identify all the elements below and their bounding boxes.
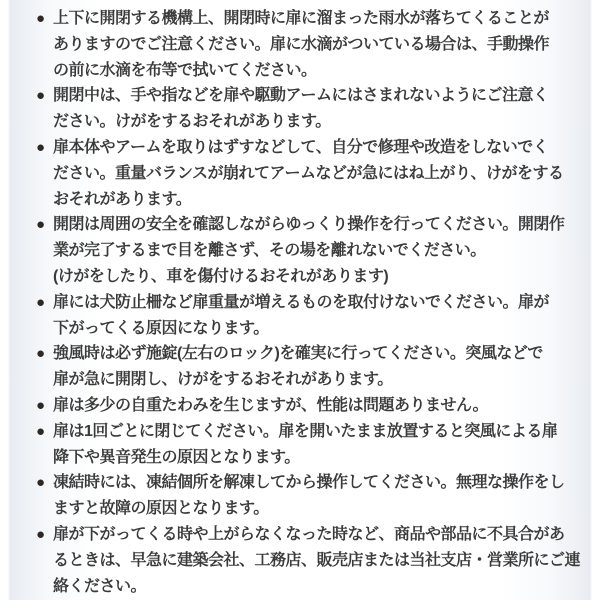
notice-text <box>53 470 586 522</box>
notice-line: 扉には犬防止柵など扉重量が増えるものを取付けないでください。扉が <box>53 293 550 311</box>
notice-text <box>53 419 586 471</box>
notice-line: 開閉中は、手や指などを扉や駆動アームにはさまれないようにご注意く <box>53 87 549 105</box>
bullet-icon: ● <box>36 10 46 27</box>
notice-text <box>53 522 586 599</box>
notice-line: 業が完了するまで目を離さず、その場を離れないでください。 <box>53 242 486 260</box>
notice-line: ださい。重量バランスが崩れてアームなどが急にはね上がり、けがをする <box>53 164 564 182</box>
notice-line: おそれがあります。 <box>53 190 192 208</box>
notice-item <box>36 470 586 522</box>
notice-line: (けがをしたり、車を傷付けるおそれがあります) <box>53 267 389 285</box>
notice-item <box>36 341 586 393</box>
notice-line: 開閉は周囲の安全を確認しながらゆっくり操作を行ってください。開閉作 <box>53 216 565 234</box>
bullet-icon: ● <box>36 474 46 492</box>
notice-list <box>36 6 586 599</box>
bullet-icon: ● <box>36 345 46 363</box>
notice-line: 下がってくる原因になります。 <box>53 319 269 337</box>
bullet-icon: ● <box>36 138 46 156</box>
notice-item <box>36 6 586 83</box>
notice-item <box>36 212 586 289</box>
notice-line: 扉本体やアームを取りはずすなどして、自分で修理や改造をしないでく <box>53 138 549 156</box>
notice-line: 上下に開閉する機構上、開閉時に扉に溜まった雨水が落ちてくることが <box>53 10 549 27</box>
notice-line: るときは、早急に建築会社、工務店、販売店または当社支店・営業所にご連 <box>53 551 581 569</box>
notice-item <box>36 135 586 212</box>
bullet-icon: ● <box>36 87 46 105</box>
notice-text <box>53 212 586 289</box>
notice-text <box>53 83 586 135</box>
bullet-icon: ● <box>36 422 46 440</box>
bullet-icon: ● <box>36 525 46 543</box>
notice-item <box>36 419 586 471</box>
notice-line: 凍結時には、凍結個所を解凍してから操作してください。無理な操作をし <box>53 474 565 492</box>
notice-item <box>36 522 586 599</box>
notice-text <box>53 290 586 342</box>
notice-text <box>53 6 586 83</box>
notice-line: 扉が下がってくる時や上がらなくなった時など、商品や部品に不具合があ <box>53 525 565 543</box>
notice-line: 絡ください。 <box>53 577 147 595</box>
notice-text <box>53 135 586 212</box>
notice-line: の前に水滴を布等で拭いてください。 <box>53 61 317 79</box>
notice-item <box>36 83 586 135</box>
notice-item <box>36 290 586 342</box>
notice-line: ますと故障の原因となります。 <box>53 500 269 518</box>
notice-text <box>53 393 586 419</box>
notice-line: 扉は多少の自重たわみを生じますが、性能は問題ありません。 <box>53 396 488 414</box>
notice-line: 扉は1回ごとに閉じてください。扉を開いたまま放置すると突風による扉 <box>53 422 558 440</box>
bullet-icon: ● <box>36 293 46 311</box>
bullet-icon: ● <box>36 216 46 234</box>
bullet-icon: ● <box>36 396 46 414</box>
notice-item <box>36 393 586 419</box>
notice-line: ださい。けがをするおそれがあります。 <box>53 113 331 131</box>
notice-line: 扉が急に開閉し、けがをするおそれがあります。 <box>53 371 393 389</box>
notice-text <box>53 341 586 393</box>
notice-line: 強風時は必ず施錠(左右のロック)を確実に行ってください。突風などで <box>53 345 543 363</box>
notice-line: ありますのでご注意ください。扉に水滴がついている場合は、手動操作 <box>53 35 550 53</box>
notice-line: 降下や異音発生の原因となります。 <box>53 448 300 466</box>
